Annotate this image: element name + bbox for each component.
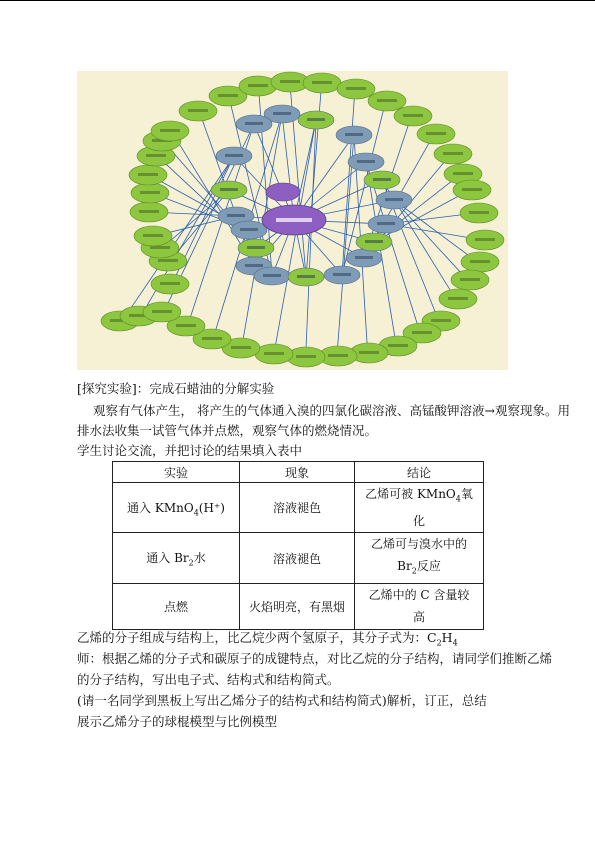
concept-node-text-placeholder xyxy=(176,324,196,327)
concept-node-top xyxy=(266,183,300,201)
concept-node-text-placeholder xyxy=(240,228,258,231)
concept-node-text-placeholder xyxy=(296,355,316,358)
concept-node-text-placeholder xyxy=(245,122,263,125)
concept-node-text-placeholder xyxy=(312,81,332,84)
observe-line-1: 观察有气体产生， 将产生的气体通入溴的四氯化碳溶液、高锰酸钾溶液→观察现象。用 xyxy=(93,403,570,418)
concept-node-text-placeholder xyxy=(365,240,383,243)
concept-node-text-placeholder xyxy=(280,80,300,83)
concept-node-text-placeholder xyxy=(273,112,291,115)
concept-node-text-placeholder xyxy=(140,191,160,194)
concept-node-text-placeholder xyxy=(225,154,243,157)
table-row xyxy=(113,483,484,533)
concept-node-text-placeholder xyxy=(333,273,351,276)
cell-conclusion: 乙烯中的 C 含量较 高 xyxy=(355,583,484,629)
concept-node-text-placeholder xyxy=(158,259,178,262)
concept-node-text-placeholder xyxy=(377,222,395,225)
concept-node-text-placeholder xyxy=(346,87,366,90)
concept-node-text-placeholder xyxy=(307,118,325,121)
concept-node-text-placeholder xyxy=(469,211,489,214)
concept-node-text-placeholder xyxy=(150,246,170,249)
show-line: 展示乙烯分子的球棍模型与比例模型 xyxy=(77,714,278,729)
concept-node-text-placeholder xyxy=(403,114,423,117)
concept-node-text-placeholder xyxy=(470,260,490,263)
concept-node-text-placeholder xyxy=(385,198,403,201)
observe-line-2: 排水法收集一试管气体并点燃，观察气体的燃烧情况。 xyxy=(77,423,378,438)
concept-node-text-placeholder xyxy=(160,129,180,132)
concept-node-text-placeholder xyxy=(426,132,446,135)
concept-node-text-placeholder xyxy=(160,282,180,285)
concept-node-text-placeholder xyxy=(328,354,348,357)
cell-phenomenon: 溶液褪色 xyxy=(240,483,355,533)
concept-node-text-placeholder xyxy=(143,234,163,237)
concept-node-text-placeholder xyxy=(220,188,238,191)
header-experiment: 实验 xyxy=(113,462,240,483)
header-phenomenon: 现象 xyxy=(240,462,355,483)
concept-node-text-placeholder xyxy=(443,152,463,155)
concept-node-text-placeholder xyxy=(188,109,208,112)
concept-node-text-placeholder xyxy=(231,346,251,349)
cell-phenomenon: 溶液褪色 xyxy=(240,533,355,583)
student-line: (请一名同学到黑板上写出乙烯分子的结构式和结构简式)解析，订正，总结 xyxy=(77,693,487,708)
concept-node-text-placeholder xyxy=(359,351,379,354)
table-header-row xyxy=(113,462,484,483)
concept-node-text-placeholder xyxy=(247,246,265,249)
explore-heading: [探究实验]：完成石蜡油的分解实验 xyxy=(77,381,275,396)
concept-node-text-placeholder xyxy=(373,178,391,181)
page-top-rule xyxy=(0,0,595,1)
concept-node-text-placeholder xyxy=(388,344,408,347)
formula-line: 乙烯的分子组成与结构上，比乙烷少两个氢原子，其分子式为：$C_2H_4$ xyxy=(77,630,458,648)
teacher-line-1: 师：根据乙烯的分子式和碳原子的成键特点，对比乙烷的分子结构，请同学们推断乙烯 xyxy=(77,651,553,666)
concept-node-text-placeholder xyxy=(357,160,375,163)
header-conclusion: 结论 xyxy=(355,462,484,483)
concept-node-text-placeholder xyxy=(276,218,312,222)
concept-node-text-placeholder xyxy=(460,278,480,281)
table-row xyxy=(113,533,484,583)
concept-map-svg xyxy=(77,71,508,370)
concept-node-text-placeholder xyxy=(218,94,238,97)
results-table xyxy=(112,461,484,630)
cell-experiment: 通入 KMnO$_4$(H⁺) xyxy=(113,483,240,533)
concept-node-text-placeholder xyxy=(264,352,284,355)
concept-node-text-placeholder xyxy=(297,275,315,278)
concept-node-text-placeholder xyxy=(138,173,158,176)
cell-experiment: 通入 $Br_2$水 xyxy=(113,533,240,583)
cell-conclusion: 乙烯可与溴水中的 $Br_2$反应 xyxy=(355,533,484,583)
concept-node-text-placeholder xyxy=(448,297,468,300)
table-row xyxy=(113,583,484,629)
concept-node-text-placeholder xyxy=(263,274,281,277)
concept-node-text-placeholder xyxy=(412,331,432,334)
concept-map-figure xyxy=(77,71,508,370)
concept-node-text-placeholder xyxy=(146,154,166,157)
concept-node-text-placeholder xyxy=(227,214,245,217)
concept-link xyxy=(337,135,354,353)
discuss-line: 学生讨论交流，并把讨论的结果填入表中 xyxy=(77,443,303,458)
cell-phenomenon: 火焰明亮，有黑烟 xyxy=(240,583,355,629)
concept-node-text-placeholder xyxy=(462,188,482,191)
cell-conclusion: 乙烯可被 KMnO$_4$氧 化 xyxy=(355,483,484,533)
cell-experiment: 点燃 xyxy=(113,583,240,629)
concept-node-text-placeholder xyxy=(475,238,495,241)
concept-node-text-placeholder xyxy=(139,210,159,213)
concept-link xyxy=(282,114,294,220)
concept-node-text-placeholder xyxy=(377,99,397,102)
teacher-line-2: 的分子结构，写出电子式、结构式和结构简式。 xyxy=(77,672,340,687)
concept-node-text-placeholder xyxy=(355,256,373,259)
concept-node-text-placeholder xyxy=(431,319,451,322)
concept-link xyxy=(306,120,316,354)
concept-node-text-placeholder xyxy=(453,172,473,175)
concept-node-text-placeholder xyxy=(202,337,222,340)
concept-node-text-placeholder xyxy=(152,310,172,313)
concept-node-text-placeholder xyxy=(245,264,263,267)
concept-node-text-placeholder xyxy=(248,84,268,87)
concept-node-text-placeholder xyxy=(345,133,363,136)
